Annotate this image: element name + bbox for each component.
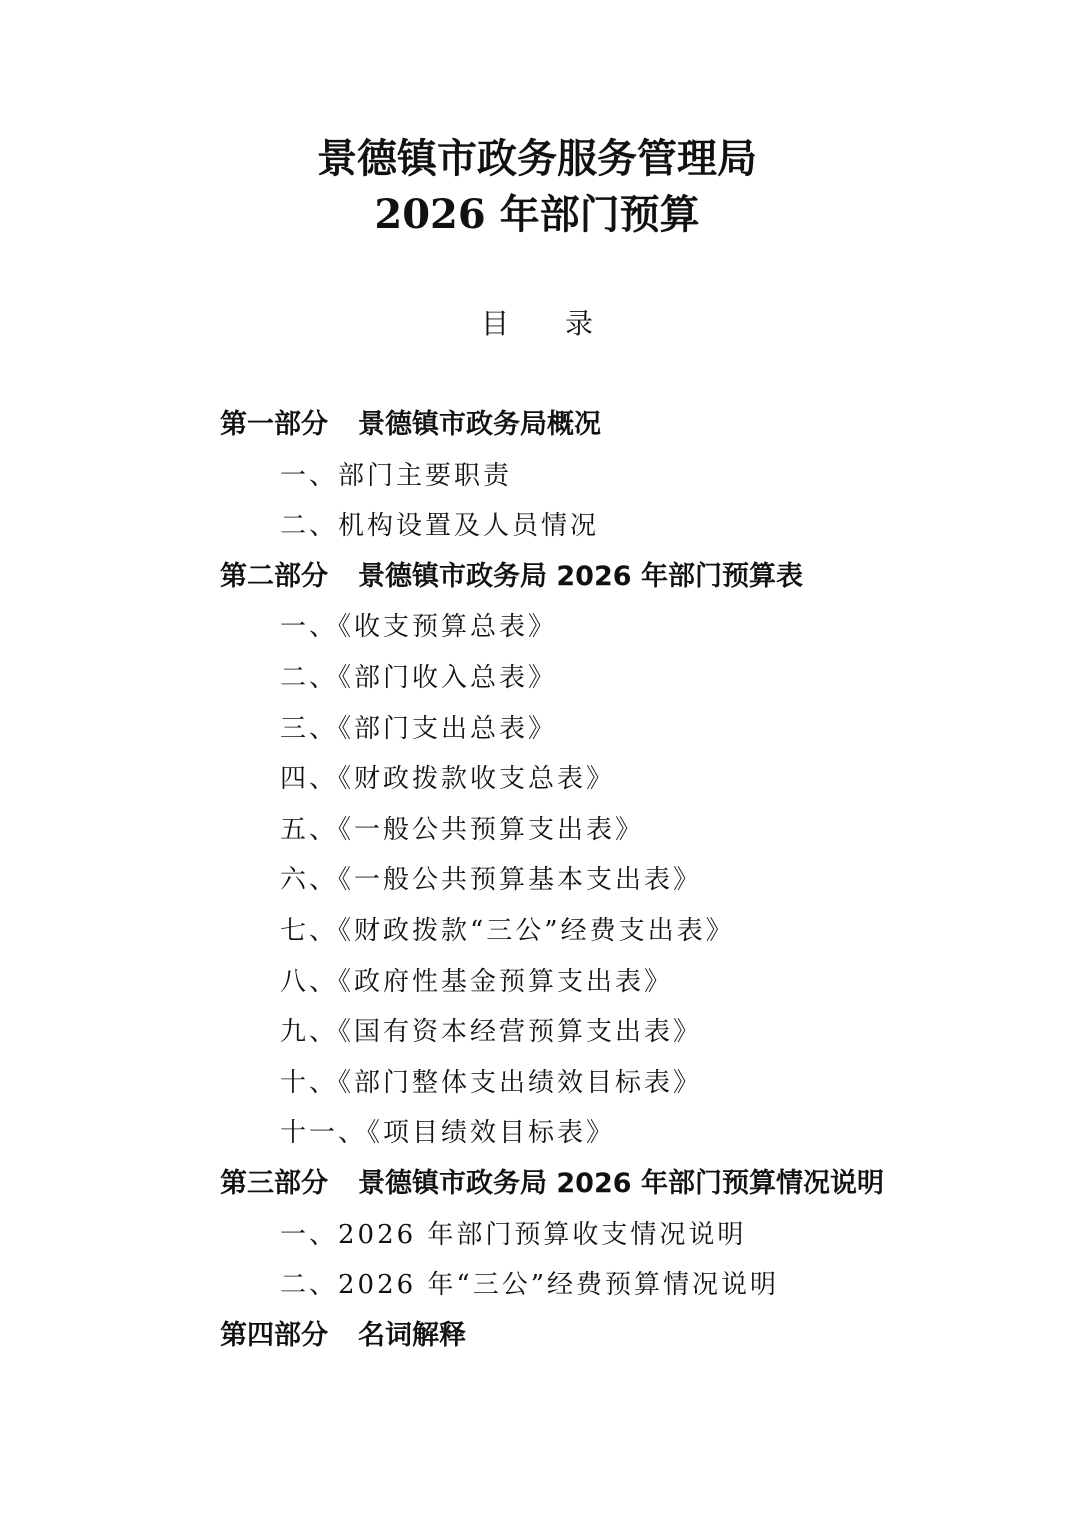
toc-item: 八、《政府性基金预算支出表》 [280,966,674,997]
toc-part-4-title: 名词解释 [358,1319,466,1351]
toc-item: 十、《部门整体支出绩效目标表》 [280,1067,703,1098]
toc-part-3-title: 景德镇市政务局 2026 年部门预算情况说明 [358,1167,884,1199]
toc-part-4 [220,1311,1020,1362]
toc-item: 二、机构设置及人员情况 [280,511,600,542]
toc-part-3 [220,1159,1020,1210]
toc-part-2-label: 第二部分 [220,560,328,592]
toc-item: 四、《财政拨款收支总表》 [280,764,616,795]
toc-item: 三、《部门支出总表》 [280,713,558,744]
toc-item: 二、2026 年“三公”经费预算情况说明 [280,1270,780,1301]
toc-item: 一、部门主要职责 [280,460,513,491]
toc-part-4-label: 第四部分 [220,1319,328,1351]
toc-heading: 目录 [480,307,649,340]
toc-part-1 [220,400,1020,451]
toc-item: 九、《国有资本经营预算支出表》 [280,1017,703,1048]
toc-item: 二、《部门收入总表》 [280,662,558,693]
toc-item: 六、《一般公共预算基本支出表》 [280,865,703,896]
toc-part-1-title: 景德镇市政务局概况 [358,409,601,440]
document-title-line2: 2026 年部门预算 [374,191,700,238]
toc-part-3-label: 第三部分 [220,1167,328,1199]
table-of-contents [220,400,1020,1361]
toc-part-2-title: 景德镇市政务局 2026 年部门预算表 [358,560,803,592]
toc-item: 七、《财政拨款“三公”经费支出表》 [280,915,735,946]
toc-part-2 [220,552,1020,603]
toc-item: 一、2026 年部门预算收支情况说明 [280,1219,747,1250]
toc-item: 一、《收支预算总表》 [280,612,558,643]
toc-item: 五、《一般公共预算支出表》 [280,814,645,845]
toc-part-1-label: 第一部分 [220,409,328,440]
document-title-line1: 景德镇市政务服务管理局 [317,135,757,182]
toc-item: 十一、《项目绩效目标表》 [280,1118,616,1149]
